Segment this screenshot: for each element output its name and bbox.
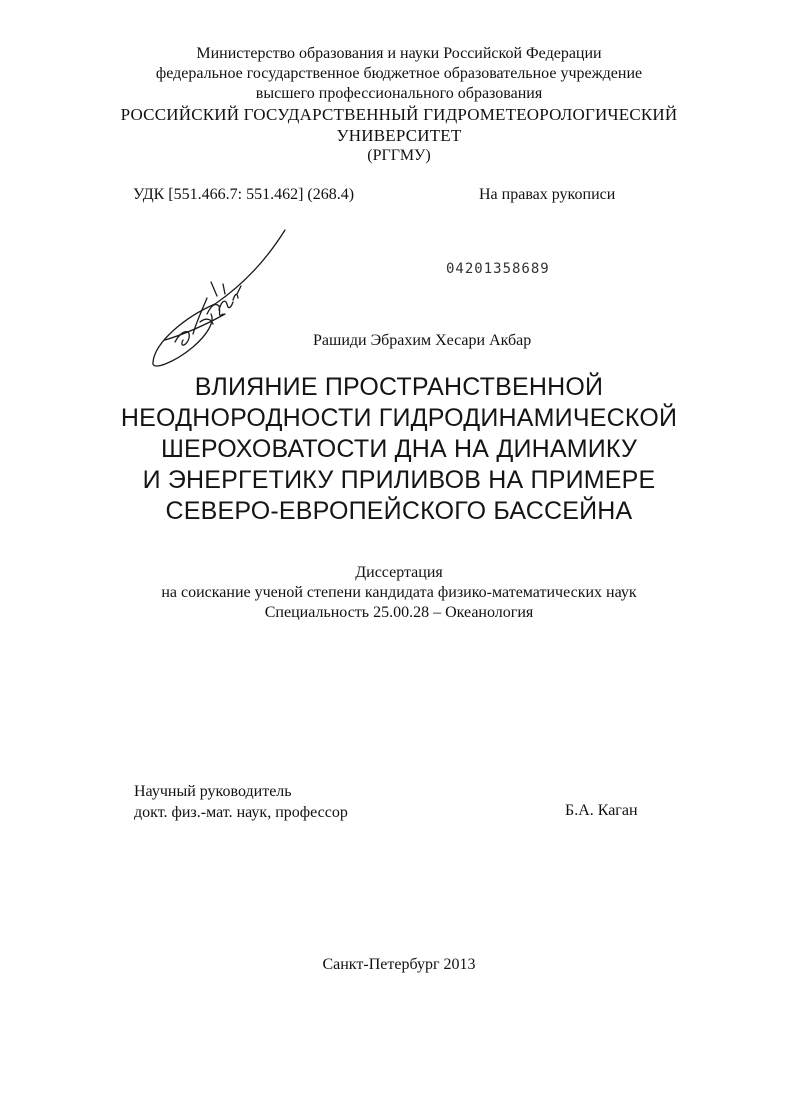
ministry-line: Министерство образования и науки Российской Федерации [196, 45, 602, 62]
university-abbreviation: (РГГМУ) [367, 147, 431, 164]
institution-header [0, 44, 798, 166]
degree-line: на соискание ученой степени кандидата физико-математических наук [161, 584, 637, 601]
university-name-line1: РОССИЙСКИЙ ГОСУДАРСТВЕННЫЙ ГИДРОМЕТЕОРОЛОГИЧЕСКИЙ [120, 105, 678, 124]
registration-number: 04201358689 [446, 261, 550, 277]
supervisor-role: Научный руководитель [134, 783, 292, 800]
handwritten-signature [145, 222, 295, 372]
university-name-line2: УНИВЕРСИТЕТ [336, 126, 462, 145]
dissertation-title [0, 372, 798, 527]
title-line: ШЕРОХОВАТОСТИ ДНА НА ДИНАМИКУ [160, 435, 638, 463]
specialty-line: Специальность 25.00.28 – Океанология [264, 604, 534, 621]
udk-code: УДК [551.466.7: 551.462] (268.4) [133, 186, 355, 203]
supervisor-credentials: докт. физ.-мат. наук, профессор [134, 804, 348, 821]
manuscript-rights-note: На правах рукописи [479, 186, 616, 203]
work-type: Диссертация [355, 564, 443, 581]
title-line: СЕВЕРО-ЕВРОПЕЙСКОГО БАССЕЙНА [165, 497, 633, 525]
title-line: НЕОДНОРОДНОСТИ ГИДРОДИНАМИЧЕСКОЙ [120, 404, 678, 432]
city-year: Санкт-Петербург 2013 [322, 956, 476, 973]
title-line: ВЛИЯНИЕ ПРОСТРАНСТВЕННОЙ [194, 373, 604, 401]
education-level-line: высшего профессионального образования [255, 85, 543, 102]
supervisor-block [134, 781, 348, 823]
dissertation-info [0, 563, 798, 623]
title-line: И ЭНЕРГЕТИКУ ПРИЛИВОВ НА ПРИМЕРЕ [142, 466, 656, 494]
author-name: Рашиди Эбрахим Хесари Акбар [313, 332, 532, 349]
institution-type-line: федеральное государственное бюджетное образовательное учреждение [155, 65, 643, 82]
supervisor-name: Б.А. Каган [565, 802, 638, 819]
